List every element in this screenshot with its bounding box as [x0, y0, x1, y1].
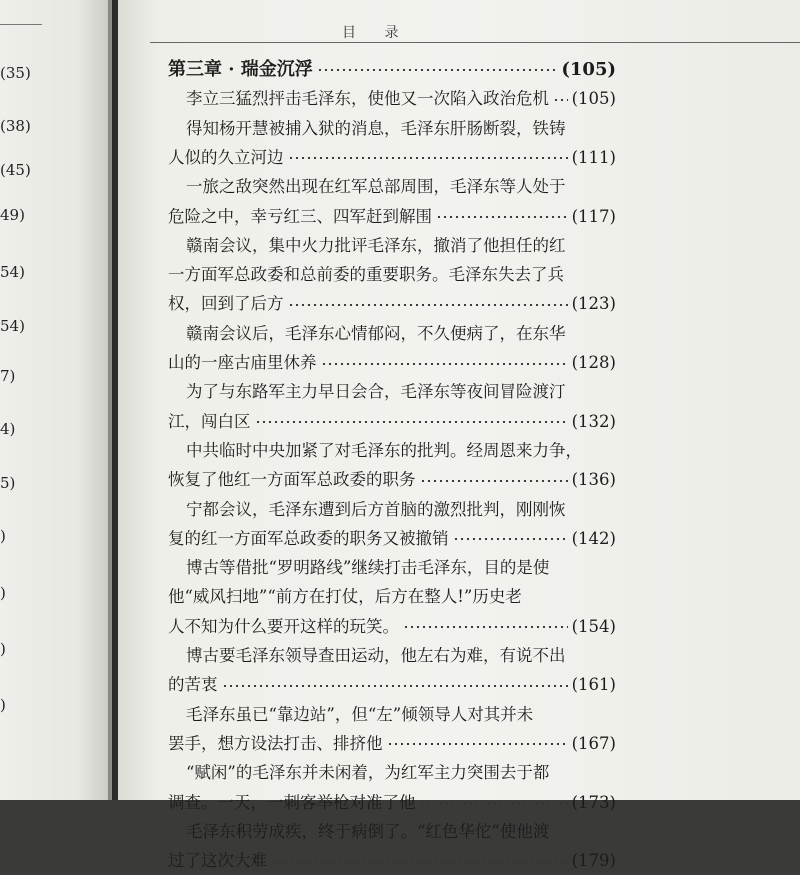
leader-dots [453, 538, 568, 540]
page-number: (132) [571, 411, 616, 431]
page-number: (167) [571, 733, 616, 753]
page-header-title: 目 录 [342, 25, 411, 41]
toc-entry-line [186, 232, 566, 260]
page-number: (117) [571, 206, 616, 226]
toc-entry-text: 罢手，想方设法打击、排挤他 [168, 733, 383, 753]
leader-dots [321, 363, 568, 365]
leader-dots [271, 861, 568, 863]
toc-entry-text: 博古要毛泽东领导查田运动，他左右为难，有说不出 [186, 646, 566, 665]
toc-entry-text: 复的红一方面军总政委的职务又被撤销 [168, 528, 449, 548]
toc-entry-line [168, 261, 564, 289]
leader-dots [255, 421, 568, 423]
left-page-number: (35) [0, 64, 31, 82]
toc-entry-text: 江，闯白区 [168, 411, 251, 431]
left-page-number: 7) [0, 367, 16, 385]
left-page [0, 0, 112, 800]
leader-dots [403, 626, 568, 628]
toc-entry-line [186, 173, 566, 201]
leader-dots [420, 480, 568, 482]
leader-dots [317, 69, 558, 71]
toc-entry-text: 恢复了他红一方面军总政委的职务 [168, 470, 416, 490]
leader-dots [436, 216, 568, 218]
page-number: (161) [571, 675, 616, 695]
toc-entry-line [168, 408, 616, 436]
left-page-number: ) [0, 584, 6, 602]
toc-entry-text: 山的一座古庙里休养 [168, 353, 317, 372]
toc-entry-text: 毛泽东积劳成疾，终于病倒了。“红色华佗”使他渡 [186, 821, 550, 841]
left-page-header-rule [0, 24, 42, 25]
page-number: (123) [571, 294, 616, 314]
left-page-number: 54) [0, 317, 25, 335]
toc-entry-line [168, 290, 616, 318]
left-page-number: 4) [0, 420, 16, 438]
toc-entry-line [168, 847, 616, 875]
toc-entry-text: 他“威风扫地”“前方在打仗，后方在整人!”历史老 [168, 587, 522, 607]
page-number: (111) [571, 147, 616, 167]
toc-entry-line [168, 144, 616, 172]
page-number: (105) [571, 89, 616, 109]
page-number: (105) [561, 59, 616, 80]
page-number: (179) [571, 851, 616, 871]
page-number: (136) [571, 470, 616, 490]
toc-entry-text: 中共临时中央加紧了对毛泽东的批判。经周恩来力争， [186, 440, 582, 460]
toc-entry-line [186, 496, 566, 524]
toc-entry-text: 为了与东路军主力早日会合，毛泽东等夜间冒险渡汀 [186, 382, 566, 402]
left-page-number: ) [0, 696, 6, 714]
toc-entry-text: 调查。一天，一刺客举枪对准了他 [168, 792, 416, 812]
left-page-number: ) [0, 640, 6, 658]
toc-entry-line [168, 203, 616, 231]
toc-entry-text: 博古等借批“罗明路线”继续打击毛泽东，目的是使 [186, 558, 550, 578]
toc-entry-line [168, 671, 616, 699]
left-page-number: ) [0, 527, 6, 545]
page-number: (154) [571, 616, 616, 636]
toc-entry-text: 一方面军总政委和总前委的重要职务。毛泽东失去了兵 [168, 265, 564, 285]
toc-entry-text: “赋闲”的毛泽东并未闲着，为红军主力突围去于都 [186, 763, 550, 783]
toc-entry-line [168, 466, 616, 494]
left-page-number: 54) [0, 263, 25, 281]
toc-entry-text: 毛泽东虽已“靠边站”，但“左”倾领导人对其并未 [186, 704, 534, 724]
toc-entry-text: 过了这次大难 [168, 851, 267, 871]
toc-entry-line [186, 759, 549, 787]
page-number: (173) [571, 792, 616, 812]
toc-entry-line [186, 320, 566, 348]
leader-dots [288, 157, 568, 159]
chapter-title: 第三章 · 瑞金沉浮 [168, 59, 313, 80]
toc-entry-line [168, 525, 616, 553]
toc-entry-line [186, 701, 533, 729]
toc-entry-line [186, 642, 566, 670]
toc-entry-text: 的苦衷 [168, 675, 218, 695]
toc-entry-text: 得知杨开慧被捕入狱的消息，毛泽东肝肠断裂，铁铸 [186, 118, 566, 138]
left-page-number: 49) [0, 206, 25, 224]
toc-entry-line [168, 613, 616, 641]
leader-dots [288, 304, 568, 306]
toc-entry-text: 人不知为什么要开这样的玩笑。 [168, 616, 399, 636]
leader-dots [553, 99, 568, 101]
leader-dots [420, 802, 568, 804]
toc-entry-line [186, 554, 549, 582]
leader-dots [387, 743, 568, 745]
toc-entry-text: 危险之中，幸亏红三、四军赶到解围 [168, 206, 432, 226]
chapter-title-line [168, 56, 616, 84]
toc-entry-text: 赣南会议后，毛泽东心情郁闷，不久便病了，在东华 [186, 323, 566, 343]
toc-entry-text: 一旅之敌突然出现在红军总部周围，毛泽东等人处于 [186, 177, 566, 197]
toc-entry-line [186, 437, 582, 465]
toc-entry-line [168, 583, 522, 611]
toc-entry-text: 宁都会议，毛泽东遭到后方首脑的激烈批判，刚刚恢 [186, 499, 566, 519]
page-number: (142) [571, 528, 616, 548]
page-header-rule [150, 42, 800, 43]
page-number: (128) [571, 353, 616, 372]
toc-entry-line [186, 378, 566, 406]
toc-entry-line [168, 349, 616, 377]
leader-dots [222, 685, 568, 687]
toc-entry-text: 赣南会议，集中火力批评毛泽东，撤消了他担任的红 [186, 235, 566, 255]
left-page-number: (38) [0, 117, 31, 135]
left-page-number: 5) [0, 474, 16, 492]
toc-entry-text: 权，回到了后方 [168, 294, 284, 314]
toc-entry-line [168, 789, 616, 817]
toc-entry-line [168, 730, 616, 758]
left-page-number: (45) [0, 161, 31, 179]
toc-entry-text: 李立三猛烈抨击毛泽东，使他又一次陷入政治危机 [186, 89, 549, 109]
toc-entry-text: 人似的久立河边 [168, 147, 284, 167]
toc-entry-line [186, 115, 566, 143]
toc-entry-line [186, 818, 549, 846]
toc-entry-line [186, 85, 616, 113]
